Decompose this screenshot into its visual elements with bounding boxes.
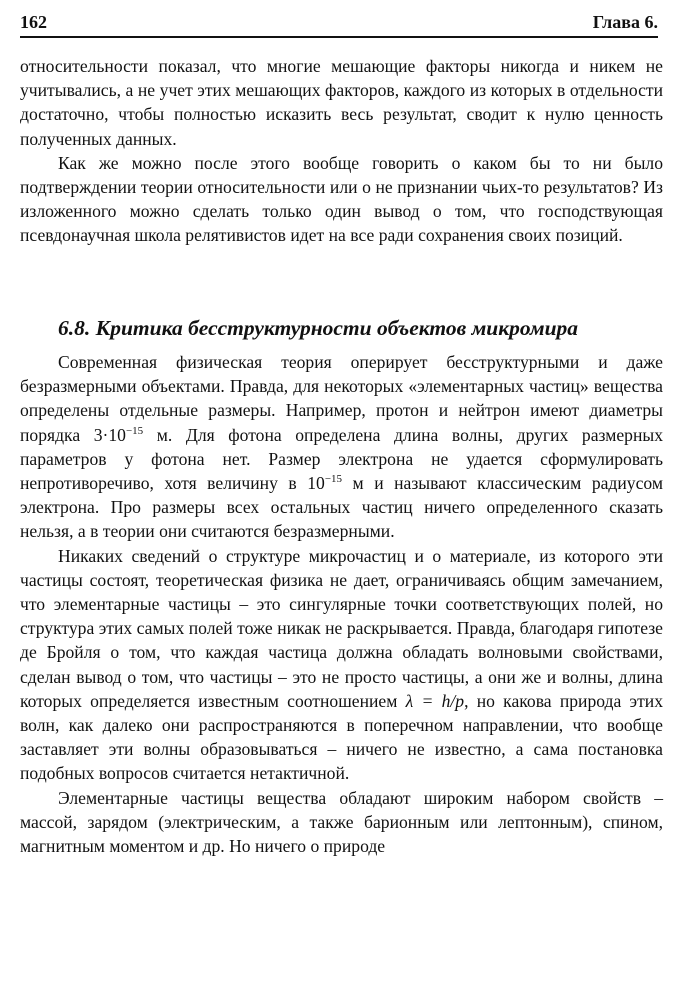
text-block-section xyxy=(20,350,663,858)
exponent: −15 xyxy=(125,424,144,437)
paragraph: относительности показал, что многие мешающие факторы никогда и никем не учитывались, а не учет этих мешающих факторов, каждого из которых в отдельности достаточно, чтобы полностью исказить весь результат, сводит к нулю ценность полученных данных. xyxy=(20,56,663,149)
paragraph xyxy=(20,544,663,786)
page-number: 162 xyxy=(20,12,47,32)
section-heading: 6.8. Критика бесструктурности объектов микромира xyxy=(58,316,579,340)
formula: λ = h/p xyxy=(405,690,465,711)
text-run: м. Для фотона определена длина волны, других размерных параметров у фотона нет. Размер электрона не удается сформулировать непротиворечиво, хотя величину в 10 xyxy=(20,424,663,494)
text-run: м и называют классическим радиусом электрона. Про размеры всех остальных частиц ничего определенного сказать нельзя, а в теории они считаются безразмерными. xyxy=(20,473,663,542)
page-header xyxy=(20,10,658,38)
text-run: Современная физическая теория оперирует бесструктурными и даже безразмерными объектами. Правда, для некоторых «элементарных частиц» вещества определены отдельные размеры. Например, протон и нейтрон имеют диаметры порядка 3·10 xyxy=(20,352,663,445)
paragraph xyxy=(20,350,663,544)
exponent: −15 xyxy=(324,473,343,486)
text-block-top xyxy=(20,54,663,248)
chapter-title: Глава 6. xyxy=(592,12,658,32)
text-run: , но какова природа этих волн, как далеко они распространяются в поперечном направлении, что вообще заставляет эти волны образовываться – ничего не известно, а сама постановка подобных вопросов считается нетактичной. xyxy=(20,690,664,784)
paragraph: Элементарные частицы вещества обладают широким набором свойств – массой, зарядом (электрическим, а также барионным или лептонным), спином, магнитным моментом и др. Но ничего о природе xyxy=(20,787,663,857)
text-run: Никаких сведений о структуре микрочастиц и о материале, из которого эти частицы состоят, теоретическая физика не дает, ограничиваясь общим замечанием, что элементарные частицы – это сингулярные точки соответствующих полей, но структура этих самых полей тоже никак не раскрывается. Правда, благодаря гипотезе де Бройля о том, что каждая частица должна обладать волновыми свойствами, сделан вывод о том, что частицы – это не просто частицы, а они же и волны, длина которых определяется известным соотношением xyxy=(20,545,663,711)
paragraph: Как же можно после этого вообще говорить о каком бы то ни было подтверждении теории относительности или о не признании чьих-то результатов? Из изложенного можно сделать только один вывод о том, что господствующая псевдонаучная школа релятивистов идет на все ради сохранения своих позиций. xyxy=(20,152,663,246)
